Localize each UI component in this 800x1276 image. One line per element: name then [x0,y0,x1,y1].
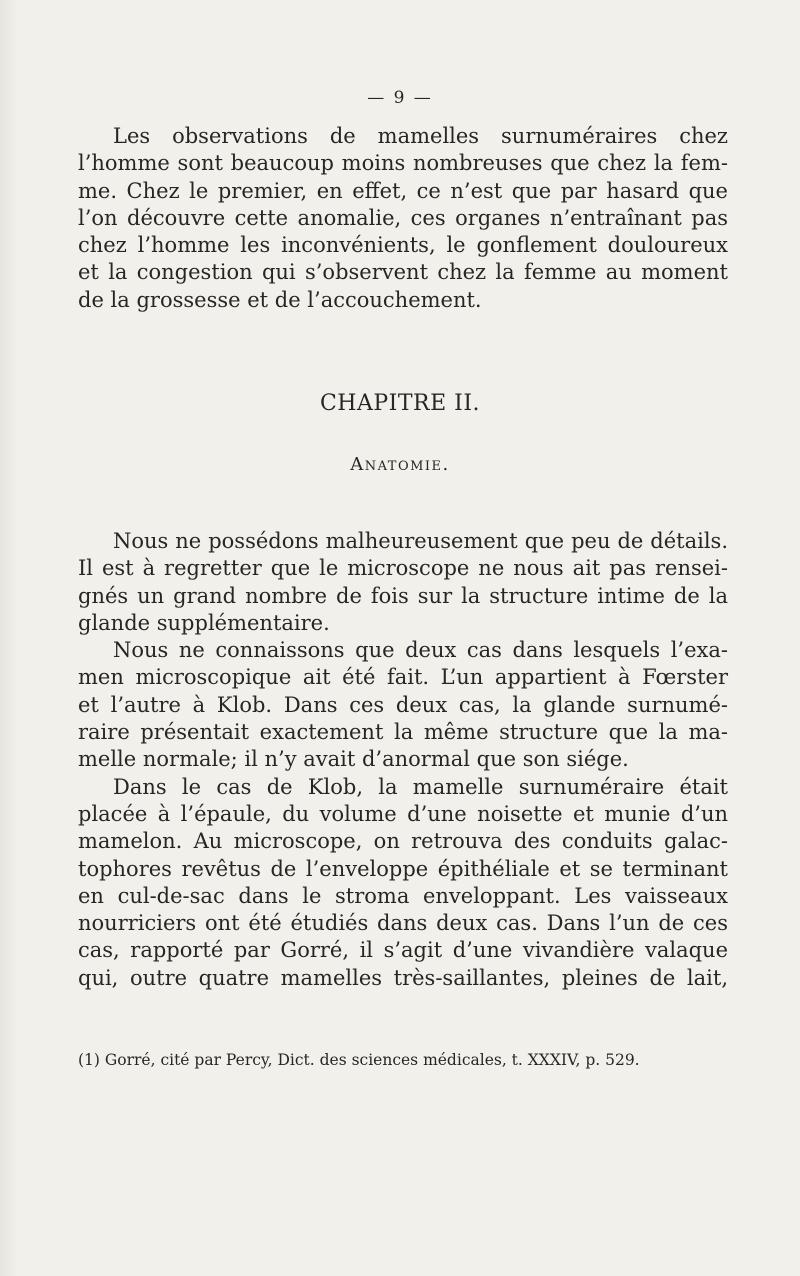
paragraph-observations [78,123,728,314]
text-line: Nous ne connaissons que deux cas dans lesquels l’exa- [113,638,728,663]
text-line: glande supplémentaire. [78,610,330,635]
text-line: nourriciers ont été étudiés dans deux cas. Dans l’un de ces [78,911,728,936]
chapter-title: CHAPITRE II. [319,391,481,416]
text-line: qui, outre quatre mamelles très-saillantes, pleines de lait, [78,965,728,990]
text-line: et la congestion qui s’observent chez la femme au moment [78,260,728,285]
text-line: raire présentait exactement la même structure que la ma- [78,720,728,745]
text-line: Dans le cas de Klob, la mamelle surnuméraire était [113,774,728,799]
text-line: gnés un grand nombre de fois sur la structure intime de la [78,583,728,608]
text-line: et l’autre à Klob. Dans ces deux cas, la glande surnumé- [78,692,728,717]
text-line: en cul-de-sac dans le stroma enveloppant. Les vaisseaux [78,883,728,908]
text-line: Les observations de mamelles surnuméraires chez [113,124,728,148]
text-line: Il est à regretter que le microscope ne nous ait pas rensei- [78,556,728,581]
text-line: me. Chez le premier, en effet, ce n’est que par hasard que [78,178,728,203]
text-line: de la grossesse et de l’accouchement. [78,287,482,312]
paragraph-anatomy [78,528,728,992]
page-number: — 9 — [367,88,433,108]
text-line: Nous ne possédons malheureusement que peu de détails. [113,529,728,553]
text-line: men microscopique ait été fait. L’un appartient à Fœrster [78,665,728,690]
footnote: (1) Gorré, cité par Percy, Dict. des sciences médicales, t. XXXIV, p. 529. [78,1051,640,1069]
text-line: placée à l’épaule, du volume d’une noisette et munie d’un [78,801,728,826]
section-title: Anatomie. [350,454,450,475]
text-line: melle normale; il n’y avait d’anormal que son siége. [78,747,629,772]
text-line: cas, rapporté par Gorré, il s’agit d’une vivandière valaque [78,938,728,963]
text-line: chez l’homme les inconvénients, le gonflement douloureux [78,233,728,258]
text-line: l’homme sont beaucoup moins nombreuses que chez la fem- [78,151,728,176]
text-line: mamelon. Au microscope, on retrouva des conduits galac- [78,829,728,854]
text-line: tophores revêtus de l’enveloppe épithéliale et se terminant [78,856,728,881]
text-line: l’on découvre cette anomalie, ces organes n’entraînant pas [78,205,728,230]
